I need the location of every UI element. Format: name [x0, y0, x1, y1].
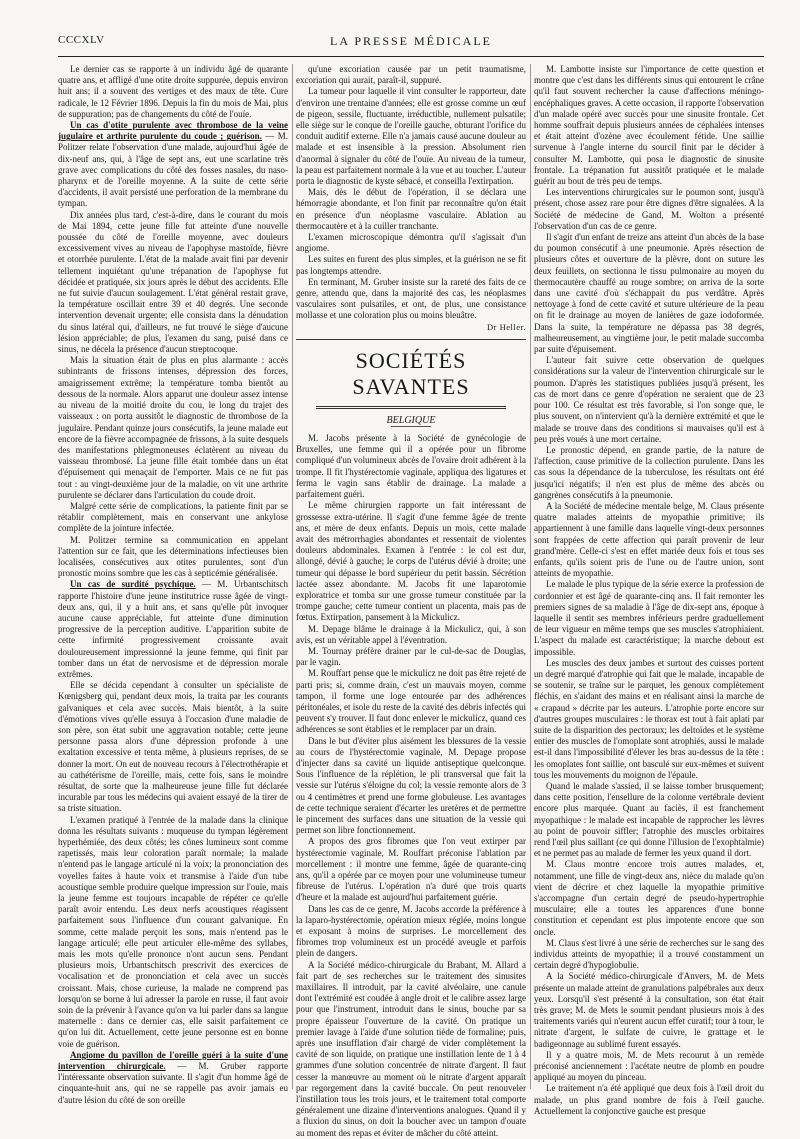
paragraph: Les interventions chirurgicales sur le poumon sont, jusqu'à présent, chose assez rare pour être dignes d'être signalées. A la Société de médecine de Gand, M. Wolton a présenté l'observation d'un cas de ce genre.: [534, 187, 764, 231]
paragraph: M. Lambotte insiste sur l'importance de cette question et montre que c'est dans les différents sinus qui entourent le crâne qu'il faut souvent rechercher la cause d'affections méningo-encéphaliques graves. A cette occasion, il rapporte l'observation d'un malade opéré avec succès pour une sinusite frontale. Cet homme souffrait depuis plusieurs années de céphalées intenses et était atteint d'ozène avec écoulement fétide. Une saillie survenue à l'angle interne du sourcil finit par le décider à consulter M. Lambotte, qui posa le diagnostic de sinusite frontale. La trépanation fut aussitôt pratiquée et le malade guérit au bout de très peu de temps.: [534, 64, 764, 187]
section-subheading: BELGIQUE: [386, 414, 436, 426]
subheading-rule: [391, 426, 431, 427]
paragraph: Les suites en furent des plus simples, et la guérison ne se fit pas longtemps attendre.: [296, 254, 526, 276]
section-rule: [316, 406, 506, 409]
paragraph: Le pronostic dépend, en grande partie, de la nature de l'affection, cause primitive de la collection purulente. Dans les cas sous la dépendance de la tuberculose, les résultats ont été jusqu'ici négatifs; il n'en est plus de même des abcès ou gangrènes consécutifs à la pneumonie.: [534, 444, 764, 500]
article-heading: Un cas d'otite purulente avec thrombose de la veine jugulaire et arthrite purulente du coude ; guérison.: [58, 120, 288, 142]
paragraph: qu'une excoriation causée par un petit traumatisme, excoriation qui aurait, paraît-il, suppuré.: [296, 64, 526, 86]
paragraph: En terminant, M. Gruber insiste sur la rareté des faits de ce genre, attendu que, dans la majorité des cas, les néoplasmes vasculaires sont pulsatiles, et ont, de plus, une consistance mollasse et une coloration plus ou moins bleuâtre.: [296, 276, 526, 321]
column-1: [58, 64, 288, 1105]
paragraph: M. Jacobs présente à la Société de gynécologie de Bruxelles, une femme qui il a opérée pour un fibrome compliqué d'un volumineux abcès de l'ovaire droit adhérent à la trompe. Il fit l'hystérectomie vaginale, appliqua des ligatures et ferma le vagin sans établir de drainage. La malade a parfaitement guéri.: [296, 433, 526, 500]
paragraph: M. Tournay préfère drainer par le cul-de-sac de Douglas, par le vagin.: [296, 645, 526, 668]
paragraph: Dans les cas de ce genre, M. Jacobs accorde la préférence à la laparo-hystérectomie, opération mieux réglée, moins longue et exposant à moins de surprises. Le morcellement des fibromes trop volumineux est un procédé aveugle et parfois plein de dangers.: [296, 903, 526, 959]
paragraph: Il s'agit d'un enfant de treize ans atteint d'un abcès de la base du poumon consécutif à une pneumonie. Après résection de plusieurs côtes et ouverture de la plèvre, dont on suture les deux feuillets, on sectionna le tissu pulmonaire au moyen du thermocautère chauffé au rouge sombre; on arriva de la sorte dans une cavité d'où s'échappait du pus verdâtre. Après nettoyage à fond de cette cavité et suture ultérieure de la peau on fit le drainage au moyen de lanières de gaze iodoformée. Dans la suite, la température ne dépassa pas 38 degrés, malheureusement, au vingtième jour, le petit malade succomba par suite d'épuisement.: [534, 232, 764, 355]
article-heading: Angiome du pavillon de l'oreille guéri à la suite d'une intervention chirurgicale.: [58, 1049, 288, 1072]
paragraph: Malgré cette série de complications, la patiente finit par se rétablir complètement, mais en conservant une ankylose complète de la jointure infectée.: [58, 500, 288, 534]
paragraph: Dix années plus tard, c'est-à-dire, dans le courant du mois de Mai 1894, cette jeune fille fut atteinte d'une nouvelle poussée du côté de l'oreille moyenne, avec douleurs excessivement vives au niveau de l'apophyse mastoïde, fièvre et otorrhée purulente. L'état de la malade avait fini par devenir tellement inquiétant qu'une trépanation de l'apophyse fut décidée et pratiquée, six jours après le début des accidents. Elle ne fut suivie d'aucun soulagement. L'état général restait grave, la température oscillait entre 39 et 40 degrés. Une seconde intervention devenait urgente; elle consista dans la dénudation du sinus latéral qui, d'ailleurs, ne fut trouvé le siège d'aucune lésion appréciable; de plus, l'examen du sang, puisé dans ce sinus, ne décela la présence d'aucun streptocoque.: [58, 209, 288, 355]
paragraph: M. Claus s'est livré à une série de recherches sur le sang des individus atteints de myopathie; il a trouvé constamment un certain degré d'hypoglobulie.: [534, 937, 764, 971]
paragraph: Il y a quatre mois, M. de Mets recourut à un remède préconisé anciennement : l'acétate neutre de plomb en poudre appliqué au moyen du pinceau.: [534, 1049, 764, 1083]
paragraph: Mais, dès le début de l'opération, il se déclara une hémorragie abondante, et l'on finit par reconnaître qu'on était en présence d'un néoplasme vasculaire. Ablation au thermocautère et à la cuiller tranchante.: [296, 187, 526, 231]
page-header: [58, 34, 764, 54]
paragraph: M. Claus montre encore trois autres malades, et, notamment, une fille de vingt-deux ans, nièce du malade qu'on vient de décrire et chez laquelle la myopathie primitive s'accompagne d'un certain degré de pseudo-hypertrophie musculaire; elle a toutes les apparences d'une bonne constitution et cependant est plus impotente encore que son oncle.: [534, 859, 764, 937]
journal-title: LA PRESSE MÉDICALE: [329, 34, 492, 48]
paragraph: A propos des gros fibromes que l'on veut extirper par hystérectomie vaginale, M. Rouffart préconise l'ablation par morcellement : il montre une femme, âgée de quarante-cinq ans, qu'il a opérée par ce moyen pour une volumineuse tumeur fibreuse de l'utérus. L'opération n'a duré que trois quarts d'heure et la malade est aujourd'hui parfaitement guérie.: [296, 836, 526, 903]
article-heading: Un cas de surdité psychique.: [70, 579, 196, 590]
paragraph: M. Politzer termine sa communication en appelant l'attention sur ce fait, que les déterminations infectieuses bien localisées, consécutives aux otites purulentes, sont d'un pronostic moins sombre que les cas à septicémie généralisée.: [58, 534, 288, 579]
paragraph: L'examen microscopique démontra qu'il s'agissait d'un angiome.: [296, 232, 526, 254]
column-3: [534, 64, 764, 1116]
paragraph: Mais la situation était de plus en plus alarmante : accès subintrants de frissons intenses, dépression des forces, amaigrissement extrême; la température tomba bientôt au dessous de la normale. Alors apparut une douleur assez intense au niveau de la moitié droite du cou, le long du trajet des vaisseaux : on porta aussitôt le diagnostic de thrombose de la jugulaire. Pendant quinze jours consécutifs, la jeune malade eut encore de la fièvre accompagnée de frissons, à la suite desquels des manifestations phlegmoneuses éclatèrent au niveau du vaisseau thrombosé. La jeune fille était tombée dans un état d'épuisement qui menaçait de l'emporter. Mais ce ne fut pas tout : au vingt-deuxième jour de la maladie, on vit une arthrite purulente se déclarer dans l'articulation du coude droit.: [58, 355, 288, 500]
paragraph: L'examen pratiqué à l'entrée de la malade dans la clinique donna les résultats suivants : muqueuse du tympan légèrement hyperhémiée, des deux côtés; les cônes lumineux sont comme rapetissés, mais leur coloration paraît normale; la malade n'entend pas le langage articulé ni la voix; la prononciation des voyelles faites à haute voix et transmise à l'aide d'un tube acoustique semble produire quelque impression sur l'ouïe, mais la jeune femme est toujours incapable de répéter ce qu'elle paraît avoir entendu. Les deux nerfs acoustiques réagissent parfaitement sous l'influence d'un courant galvanique. En somme, cette malade perçoit les sons, mais n'entend pas le langage articulé; elle peut articuler elle-même des syllabes, mais les mots qu'elle prononce n'ont aucun sens. Pendant plusieurs mois, Urbantschitsch prescrivit des exercices de vocalisation et de prononciation et cela avec un succès croissant. Mais, chose curieuse, la malade ne comprend pas lorsqu'on se borne à lui adresser la parole en russe, il faut avoir soin de la prévenir à l'avance qu'on va lui parler dans sa langue maternelle : dans ce dernier cas, elle saisit parfaitement ce qu'on lui dit. Actuellement, cette jeune personne est en bonne voie de guérison.: [58, 814, 288, 1049]
paragraph: Le même chirurgien rapporte un fait intéressant de grossesse extra-utérine. Il s'agit d'une femme âgée de trente ans, et mère de deux enfants. Depuis un mois, cette malade avait des métrorrhagies abondantes et ressentait de violentes douleurs abdominales. Examen à l'entrée : le col est dur, allongé, dévié à gauche; le corps de l'utérus dévié à droite; une tumeur qui dépasse le bord supérieur du petit bassin. Sécrétion lactée assez abondante. M. Jacobs fit une laparotomie exploratrice et tomba sur une grosse tumeur constituée par la trompe gauche; cette tumeur contient un placenta, mais pas de fœtus. Extirpation, pansement à la Mickulicz.: [296, 500, 526, 623]
paragraph: Dans le but d'éviter plus aisément les blessures de la vessie au cours de l'hystérectomie vaginale, M. Depage propose d'injecter dans sa cavité un liquide antiseptique quelconque. Sous l'influence de la réplétion, le pli transversal que fait la vessie sur l'utérus s'éloigne du col; la vessie remonte alors de 3 ou 4 centimètres et prend une forme globuleuse. Les avantages de cette technique seraient d'écarter les uretères et de permettre le pincement des surfaces dans une situation de la vessie qui permet son libre fonctionnement.: [296, 735, 526, 836]
article-paragraph: Angiome du pavillon de l'oreille guéri à la suite d'une intervention chirurgicale. — M. Gruber rapporte l'intéressante observation suivante. Il s'agit d'un homme âgé de cinquante-huit ans, qui ne se rappelle pas avoir jamais eu d'autre lésion du côté de son oreille: [58, 1049, 288, 1105]
paragraph: La tumeur pour laquelle il vint consulter le rapporteur, date d'environ une trentaine d'années; elle est grosse comme un œuf de pigeon, sessile, fluctuante, irréductible, nullement pulsatile; elle siège sur le conque de l'oreille gauche, obturant l'orifice du conduit auditif externe. Elle n'a jamais causé aucune douleur au malade et est insensible à la pression. Absolument rien d'anormal à signaler du côté de l'ouïe. Au niveau de la tumeur, la peau est parfaitement normale à la vue et au toucher. L'auteur porta le diagnostic de kyste sébacé, et conseilla l'extirpation.: [296, 86, 527, 187]
paragraph: Le malade le plus typique de la série exerce la profession de cordonnier et est âgé de quarante-cinq ans. Il fait remonter les premiers signes de sa maladie à l'âge de dix-sept ans, époque à laquelle il sentit ses membres inférieurs perdre graduellement de leur vigueur en même temps que ses muscles s'atrophiaient. L'aspect du malade est caractéristique; la marche debout est impossible.: [534, 579, 764, 657]
page-number: CCCXLV: [58, 34, 105, 46]
paragraph: A la Société médico-chirurgicale d'Anvers, M. de Mets présente un malade atteint de granulations palpébrales aux deux yeux. Lorsqu'il s'est présenté à la consultation, son état était très grave; M. de Mets le soumit pendant plusieurs mois à des traitements variés qui n'eurent aucun effet curatif; tour à tour, le nitrate d'argent, le sulfate de cuivre, le grattage et le badigeonnage au sublimé furent essayés.: [534, 971, 764, 1049]
paragraph: Les muscles des deux jambes et surtout des cuisses portent un degré marqué d'atrophie qui fait que le malade, incapable de se soutenir, se traîne sur le parquet, les genoux complètement fléchis, en s'aidant des mains et en réalisant ainsi la marche de « crapaud » décrite par les auteurs. L'atrophie porte encore sur d'autres groupes musculaires : le thorax est tout à fait aplati par suite de la disparition des pectoraux; les deltoïdes et le système entier des muscles de l'omoplate sont atrophiés, aussi le malade est-il dans l'impossibilité d'élever les bras au-dessus de la tête : les omoplates font saillie, ont basculé sur eux-mêmes et suivent tous les mouvements du moignon de l'épaule.: [534, 657, 764, 780]
paragraph: A la Société de médecine mentale belge, M. Claus présente quatre malades atteints de myopathie primitive; ils appartiennent à une famille dans laquelle vingt-deux personnes sont frappées de cette affection qui paraît provenir de leur grand'mère. Celle-ci s'est en effet mariée deux fois et tous ses enfants, qu'ils soient pris de l'une ou de l'autre union, sont atteints de myopathie.: [534, 500, 764, 579]
paragraph: M. Depage blâme le drainage à la Mickulicz, qui, à son avis, est un véritable appel à l'éventration.: [296, 623, 526, 645]
author-signature: Dr Heller.: [487, 321, 526, 332]
section-title: SOCIÉTÉS SAVANTES: [352, 347, 470, 399]
column-divider: [530, 64, 531, 1089]
column-divider: [292, 64, 293, 1089]
column-2: [296, 64, 527, 1138]
paragraph: M. Rouffart pense que le mickulicz ne doit pas être rejeté de parti pris; si, comme drain, c'est un mauvais moyen, comme tampon, il forme une loge entourée par des adhérences péritonéales, et isole du reste de la cavité des débris infectés qui peuvent s'y trouver. Il faut donc enlever le mickulicz, quand ces adhérences se sont établies et le remplacer par un drain.: [296, 668, 526, 735]
text-columns: [58, 64, 764, 1138]
paragraph: Le dernier cas se rapporte à un individu âgé de quarante quatre ans, et affligé d'une otite droite suppurée, depuis environ huit ans; il a souvent des vertiges et des maux de tête. Cure radicale, le 12 Février 1896. Depuis la fin du mois de Mai, plus de suppuration; pas de changements du côté de l'ouïe.: [58, 64, 288, 119]
paragraph: Elle se décida cependant à consulter un spécialiste de Kœnigsberg qui, pendant deux mois, la traita par les courants galvaniques et cela avec succès. Mais bientôt, à la suite d'émotions vives qu'elle essuya à l'occasion d'une maladie de son père, son état subit une aggravation notable; cette jeune personne passa alors d'une dépression profonde à une exaltation excessive et tenta même, à plusieurs reprises, de se donner la mort. On eut de nouveau recours à l'électrothérapie et au cathétérisme de l'oreille, mais, cette fois, sans le moindre résultat, de sorte que la malheureuse jeune fille fut déclarée incurable par tous les médecins qui avaient essayé de la tirer de sa triste situation.: [58, 680, 288, 814]
paragraph: Quand le malade s'assied, il se laisse tomber brusquement; dans cette position, l'ensellure de la colonne vertébrale devient encore plus marquée. Quant au faciès, il est franchement myopathique : le malade est incapable de rapprocher les lèvres au point de pouvoir siffler; l'atrophie des muscles orbitaires rend l'œil plus saillant (ce qui donne l'illusion de l'exophtalmie) et ne permet pas au malade de fermer les yeux quand il dort.: [534, 781, 764, 859]
article-paragraph: Un cas d'otite purulente avec thrombose de la veine jugulaire et arthrite purulente du coude ; guérison. — M. Politzer relate l'observation d'une malade, aujourd'hui âgée de dix-neuf ans, qui, à l'âge de sept ans, eut une scarlatine très grave avec complications du côté des fosses nasales, du naso-pharynx et de l'oreille moyenne. A la suite de cette série d'accidents, il avait persisté une perforation de la membrane du tympan.: [58, 120, 288, 209]
paragraph: L'auteur fait suivre cette observation de quelques considérations sur la valeur de l'intervention chirurgicale sur le poumon. D'après les statistiques publiées jusqu'à présent, les cas de mort dans ce genre d'opération ne seraient que de 23 pour 100. Ce résultat est très favorable, si l'on songe que, le plus souvent, on n'intervient qu'à la dernière extrémité et que le malade se trouve dans des conditions si mauvaises qu'il est à peu près voués à une mort certaine.: [534, 355, 764, 444]
header-rule: [58, 56, 764, 57]
section-rule: [296, 339, 526, 340]
article-paragraph: Un cas de surdité psychique. — M. Urbantschitsch rapporte l'histoire d'une jeune institutrice russe âgée de vingt-deux ans, qui, il y a huit ans, et sans qu'elle pût invoquer aucune cause appréciable, fut atteinte d'une diminution progressive de la perception auditive. L'apparition subite de cette infirmité progressivement croissante avait douloureusement impressionné la jeune femme, qui finit par tomber dans un état de nervosisme et de dépression morale extrêmes.: [58, 579, 288, 679]
paragraph: Le traitement n'a été appliqué que deux fois à l'œil droit du malade, un plus grand nombre de fois à l'œil gauche. Actuellement la conjonctive gauche est presque: [534, 1083, 764, 1116]
paragraph: A la Société médico-chirurgicale du Brabant, M. Allard a fait part de ses recherches sur le traitement des sinusites maxillaires. Il introduit, par la cavité alvéolaire, une canule dont l'extrémité est coudée à angle droit et le calibre assez large pour que l'instrument, introduit dans le sinus, bouche par sa propre épaisseur l'ouverture de la cavité. On pratique un premier lavage à l'aide d'une solution tiède de formaline; puis, après une insufflation d'air chargé de vider complètement la cavité de son liquide, on pratique une instillation lente de 1 à 4 grammes d'une solution concentrée de nitrate d'argent. Il faut cesser la manœuvre au moment où le nitrate d'argent apparaît par regorgement dans la cavité buccale. On peut renouveler l'instillation tous les trois jours, et le traitement total comporte généralement une dizaine d'interventions analogues. Quand il y a fluxion du sinus, on doit la boucher avec un tampon d'ouate au moment des repas et éviter de mâcher du côté atteint.: [296, 959, 526, 1138]
